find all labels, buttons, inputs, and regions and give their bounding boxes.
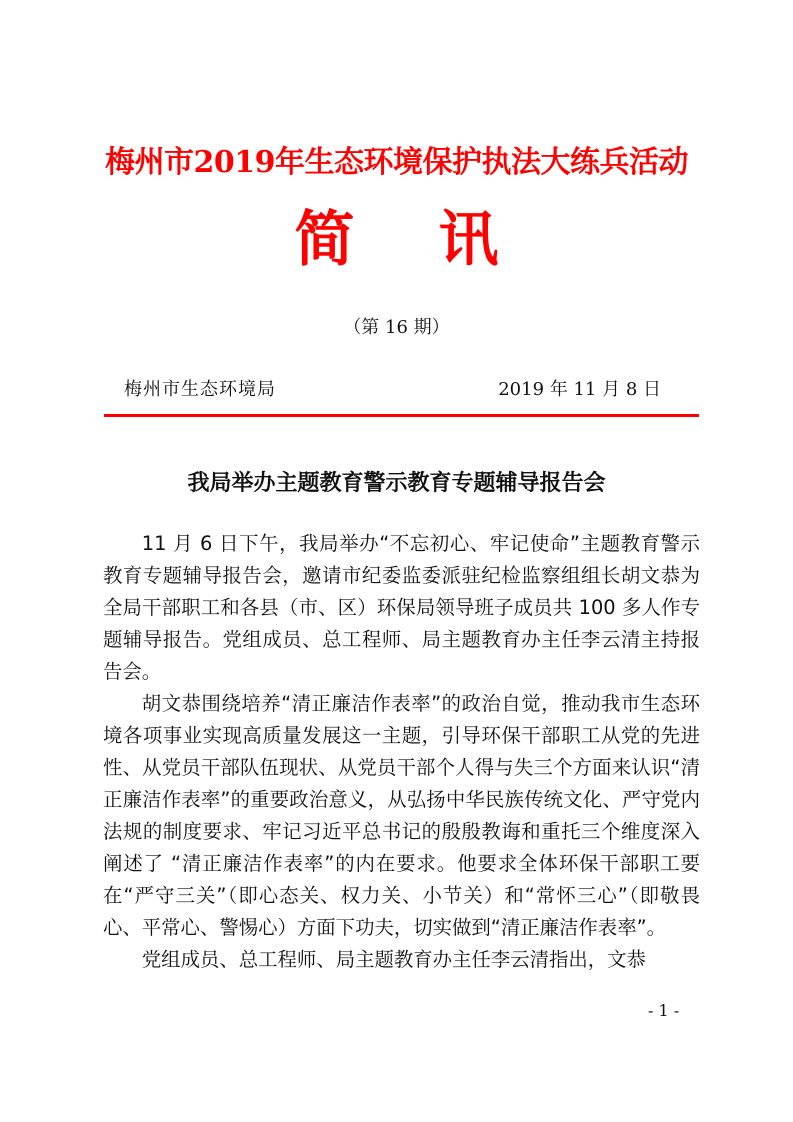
issue-number: （第 16 期） [343, 317, 450, 338]
banner-title: 梅州市2019年生态环境保护执法大练兵活动 [105, 145, 688, 180]
issuer: 梅州市生态环境局 [124, 379, 276, 400]
publication-title [0, 200, 793, 280]
paragraph: 党组成员、总工程师、局主题教育办主任李云清指出，文恭 [141, 948, 646, 971]
paragraph: 11 月 6 日下午，我局举办“不忘初心、牢记使命”主题教育警示教育专题辅导报告会，邀请市纪委监委派驻纪检监察组组长胡文恭为全局干部职工和各县（市、区）环保局领导班子成员共 100 多人作专题辅导报告。党组成员、总工程师、局主题教育办主任李云清主持报告会。 [103, 532, 700, 683]
article-body [103, 528, 700, 976]
publication-title-char-2: 讯 [438, 205, 499, 275]
issue-date: 2019 年 11 月 8 日 [498, 379, 661, 400]
paragraph: 胡文恭围绕培养“清正廉洁作表率”的政治自觉，推动我市生态环境各项事业实现高质量发展这一主题，引导环保干部职工从党的先进性、从党员干部队伍现状、从党员干部个人得与失三个方面来认识“清正廉洁作表率”的重要政治意义，从弘扬中华民族传统文化、严守党内法规的制度要求、牢记习近平总书记的殷殷教诲和重托三个维度深入阐述了 “清正廉洁作表率”的内在要求。他要求全体环保干部职工要在“严守三关”（即心态关、权力关、小节关）和“常怀三心”（即敬畏心、平常心、警惕心）方面下功夫，切实做到“清正廉洁作表率”。 [103, 692, 700, 939]
red-divider [104, 414, 699, 417]
page-number: - 1 - [648, 1001, 680, 1020]
article-headline: 我局举办主题教育警示教育专题辅导报告会 [187, 470, 606, 496]
publication-title-char-1: 简 [294, 205, 355, 275]
masthead-meta [124, 375, 661, 401]
